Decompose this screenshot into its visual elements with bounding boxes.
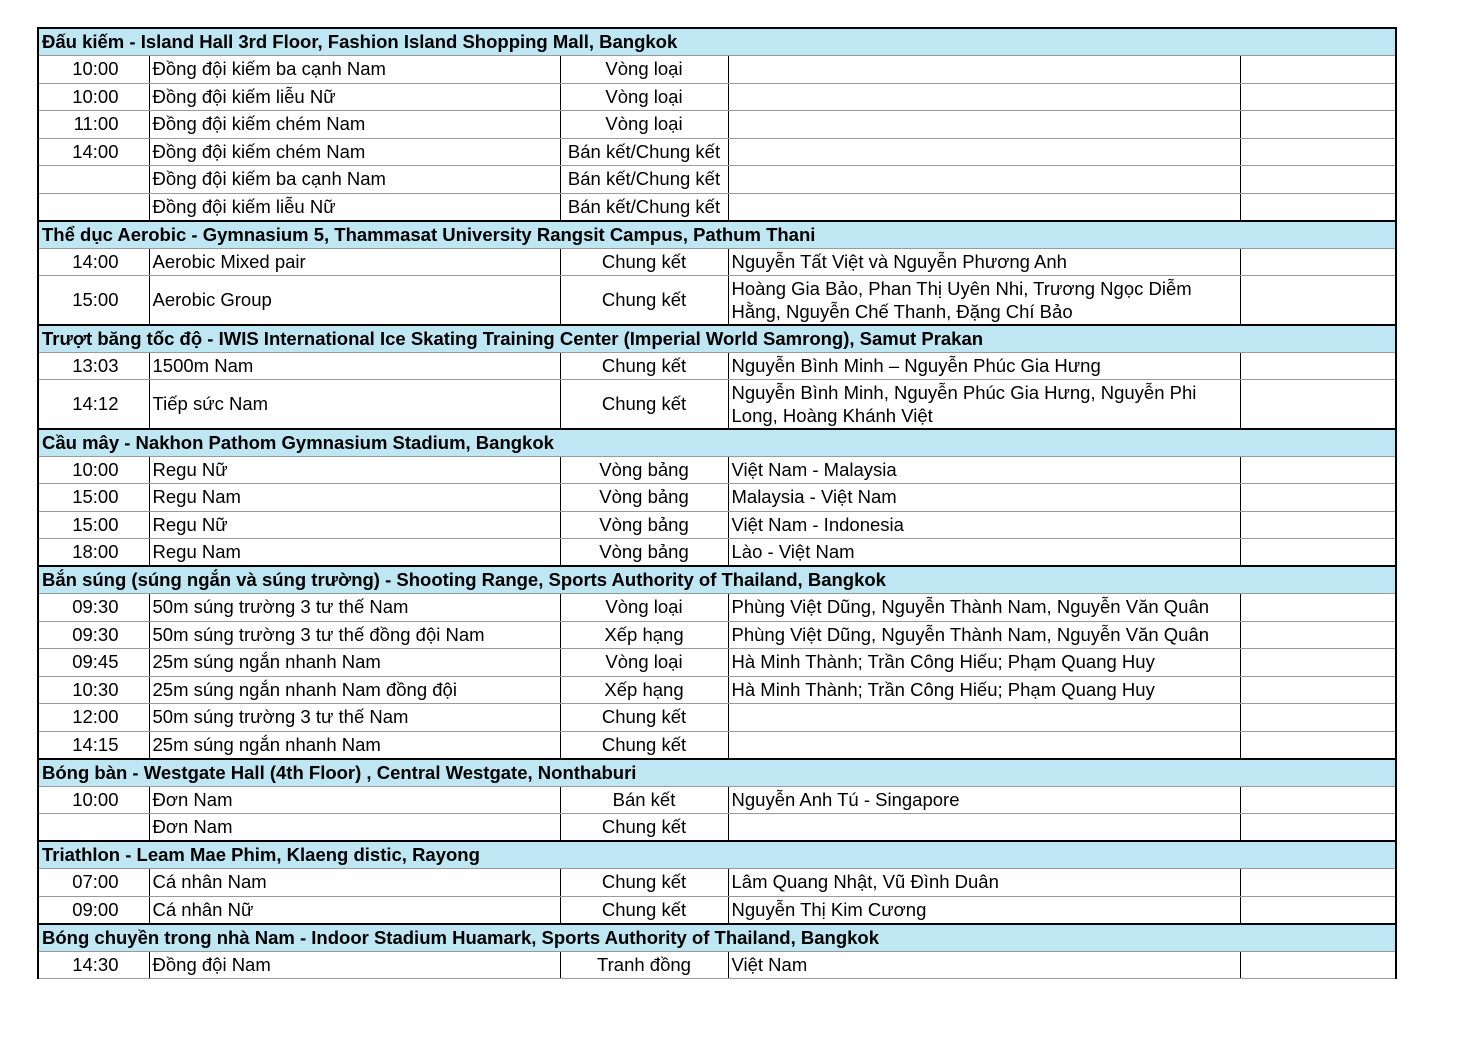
- round-cell: Chung kết: [560, 352, 728, 380]
- table-row: [38, 676, 1396, 704]
- note-cell: [1240, 276, 1396, 325]
- event-cell: Đơn Nam: [149, 814, 560, 842]
- time-cell: 14:12: [38, 380, 149, 429]
- athletes-cell: [728, 138, 1240, 166]
- time-cell: 10:00: [38, 456, 149, 484]
- athletes-cell: Nguyễn Bình Minh, Nguyễn Phúc Gia Hưng, Nguyễn Phi Long, Hoàng Khánh Việt: [728, 380, 1240, 429]
- note-cell: [1240, 786, 1396, 814]
- round-cell: Vòng bảng: [560, 484, 728, 512]
- table-row: [38, 621, 1396, 649]
- note-cell: [1240, 814, 1396, 842]
- section-header: [38, 221, 1396, 249]
- section-title: Thể dục Aerobic - Gymnasium 5, Thammasat University Rangsit Campus, Pathum Thani: [38, 221, 1396, 249]
- section-header: [38, 924, 1396, 952]
- section-title: Bóng bàn - Westgate Hall (4th Floor) , Central Westgate, Nonthaburi: [38, 759, 1396, 787]
- athletes-cell: Phùng Việt Dũng, Nguyễn Thành Nam, Nguyễn Văn Quân: [728, 594, 1240, 622]
- table-row: [38, 951, 1396, 979]
- event-cell: Regu Nam: [149, 484, 560, 512]
- round-cell: Chung kết: [560, 704, 728, 732]
- note-cell: [1240, 83, 1396, 111]
- table-row: [38, 511, 1396, 539]
- athletes-cell: [728, 193, 1240, 221]
- event-cell: Đồng đội kiếm liễu Nữ: [149, 193, 560, 221]
- time-cell: 14:00: [38, 248, 149, 276]
- section-title: Cầu mây - Nakhon Pathom Gymnasium Stadium, Bangkok: [38, 429, 1396, 457]
- athletes-cell: Phùng Việt Dũng, Nguyễn Thành Nam, Nguyễn Văn Quân: [728, 621, 1240, 649]
- note-cell: [1240, 896, 1396, 924]
- round-cell: Xếp hạng: [560, 621, 728, 649]
- section-title: Triathlon - Leam Mae Phim, Klaeng distic, Rayong: [38, 841, 1396, 869]
- event-cell: 25m súng ngắn nhanh Nam: [149, 731, 560, 759]
- event-cell: Đơn Nam: [149, 786, 560, 814]
- round-cell: Vòng loại: [560, 649, 728, 677]
- event-cell: Aerobic Group: [149, 276, 560, 325]
- section-title: Trượt băng tốc độ - IWIS International Ice Skating Training Center (Imperial World Samrong), Samut Prakan: [38, 325, 1396, 353]
- athletes-cell: [728, 731, 1240, 759]
- table-row: [38, 83, 1396, 111]
- time-cell: [38, 166, 149, 194]
- table-row: [38, 248, 1396, 276]
- athletes-cell: Lâm Quang Nhật, Vũ Đình Duân: [728, 869, 1240, 897]
- section-header: [38, 325, 1396, 353]
- athletes-cell: [728, 814, 1240, 842]
- schedule-table: [37, 27, 1397, 979]
- round-cell: Vòng bảng: [560, 539, 728, 567]
- round-cell: Chung kết: [560, 248, 728, 276]
- time-cell: 09:00: [38, 896, 149, 924]
- round-cell: Xếp hạng: [560, 676, 728, 704]
- table-row: [38, 193, 1396, 221]
- note-cell: [1240, 456, 1396, 484]
- section-header: [38, 841, 1396, 869]
- table-row: [38, 539, 1396, 567]
- time-cell: 15:00: [38, 484, 149, 512]
- event-cell: 50m súng trường 3 tư thế Nam: [149, 704, 560, 732]
- time-cell: 15:00: [38, 511, 149, 539]
- time-cell: 13:03: [38, 352, 149, 380]
- section-header: [38, 28, 1396, 56]
- event-cell: Aerobic Mixed pair: [149, 248, 560, 276]
- note-cell: [1240, 676, 1396, 704]
- round-cell: Vòng loại: [560, 594, 728, 622]
- note-cell: [1240, 56, 1396, 84]
- time-cell: 15:00: [38, 276, 149, 325]
- round-cell: Vòng bảng: [560, 511, 728, 539]
- section-header: [38, 429, 1396, 457]
- round-cell: Chung kết: [560, 731, 728, 759]
- round-cell: Bán kết/Chung kết: [560, 138, 728, 166]
- event-cell: Đồng đội kiếm ba cạnh Nam: [149, 56, 560, 84]
- round-cell: Chung kết: [560, 814, 728, 842]
- note-cell: [1240, 248, 1396, 276]
- event-cell: Cá nhân Nữ: [149, 896, 560, 924]
- event-cell: 25m súng ngắn nhanh Nam: [149, 649, 560, 677]
- note-cell: [1240, 111, 1396, 139]
- schedule-body: [38, 28, 1396, 979]
- note-cell: [1240, 594, 1396, 622]
- round-cell: Chung kết: [560, 380, 728, 429]
- table-row: [38, 814, 1396, 842]
- table-row: [38, 166, 1396, 194]
- round-cell: Vòng bảng: [560, 456, 728, 484]
- note-cell: [1240, 539, 1396, 567]
- event-cell: 50m súng trường 3 tư thế Nam: [149, 594, 560, 622]
- athletes-cell: Malaysia - Việt Nam: [728, 484, 1240, 512]
- event-cell: Đồng đội Nam: [149, 951, 560, 979]
- event-cell: 1500m Nam: [149, 352, 560, 380]
- time-cell: 12:00: [38, 704, 149, 732]
- round-cell: Vòng loại: [560, 83, 728, 111]
- athletes-cell: Hà Minh Thành; Trần Công Hiếu; Phạm Quang Huy: [728, 649, 1240, 677]
- event-cell: Regu Nữ: [149, 511, 560, 539]
- time-cell: 10:30: [38, 676, 149, 704]
- round-cell: Chung kết: [560, 896, 728, 924]
- note-cell: [1240, 484, 1396, 512]
- athletes-cell: Nguyễn Thị Kim Cương: [728, 896, 1240, 924]
- table-row: [38, 352, 1396, 380]
- event-cell: Cá nhân Nam: [149, 869, 560, 897]
- athletes-cell: Việt Nam - Malaysia: [728, 456, 1240, 484]
- time-cell: 14:15: [38, 731, 149, 759]
- note-cell: [1240, 380, 1396, 429]
- event-cell: Đồng đội kiếm liễu Nữ: [149, 83, 560, 111]
- athletes-cell: Nguyễn Bình Minh – Nguyễn Phúc Gia Hưng: [728, 352, 1240, 380]
- section-header: [38, 759, 1396, 787]
- athletes-cell: [728, 166, 1240, 194]
- time-cell: 10:00: [38, 786, 149, 814]
- time-cell: 09:30: [38, 621, 149, 649]
- round-cell: Vòng loại: [560, 56, 728, 84]
- note-cell: [1240, 511, 1396, 539]
- athletes-cell: Nguyễn Tất Việt và Nguyễn Phương Anh: [728, 248, 1240, 276]
- section-title: Bóng chuyền trong nhà Nam - Indoor Stadium Huamark, Sports Authority of Thailand, Bangkok: [38, 924, 1396, 952]
- table-row: [38, 896, 1396, 924]
- time-cell: 09:30: [38, 594, 149, 622]
- note-cell: [1240, 731, 1396, 759]
- time-cell: 10:00: [38, 56, 149, 84]
- round-cell: Bán kết/Chung kết: [560, 193, 728, 221]
- table-row: [38, 456, 1396, 484]
- athletes-cell: Việt Nam - Indonesia: [728, 511, 1240, 539]
- table-row: [38, 56, 1396, 84]
- table-row: [38, 138, 1396, 166]
- section-title: Bắn súng (súng ngắn và súng trường) - Shooting Range, Sports Authority of Thailand, Bangkok: [38, 566, 1396, 594]
- table-row: [38, 704, 1396, 732]
- round-cell: Bán kết/Chung kết: [560, 166, 728, 194]
- time-cell: 10:00: [38, 83, 149, 111]
- table-row: [38, 276, 1396, 325]
- table-row: [38, 594, 1396, 622]
- round-cell: Vòng loại: [560, 111, 728, 139]
- note-cell: [1240, 166, 1396, 194]
- event-cell: 50m súng trường 3 tư thế đồng đội Nam: [149, 621, 560, 649]
- table-row: [38, 111, 1396, 139]
- round-cell: Bán kết: [560, 786, 728, 814]
- event-cell: Tiếp sức Nam: [149, 380, 560, 429]
- note-cell: [1240, 951, 1396, 979]
- table-row: [38, 380, 1396, 429]
- event-cell: 25m súng ngắn nhanh Nam đồng đội: [149, 676, 560, 704]
- note-cell: [1240, 352, 1396, 380]
- table-row: [38, 484, 1396, 512]
- table-row: [38, 731, 1396, 759]
- event-cell: Đồng đội kiếm chém Nam: [149, 138, 560, 166]
- table-row: [38, 786, 1396, 814]
- time-cell: 14:30: [38, 951, 149, 979]
- note-cell: [1240, 193, 1396, 221]
- athletes-cell: [728, 111, 1240, 139]
- event-cell: Regu Nam: [149, 539, 560, 567]
- athletes-cell: [728, 704, 1240, 732]
- note-cell: [1240, 621, 1396, 649]
- time-cell: 11:00: [38, 111, 149, 139]
- event-cell: Đồng đội kiếm chém Nam: [149, 111, 560, 139]
- athletes-cell: [728, 83, 1240, 111]
- note-cell: [1240, 869, 1396, 897]
- table-row: [38, 869, 1396, 897]
- athletes-cell: Hoàng Gia Bảo, Phan Thị Uyên Nhi, Trương Ngọc Diễm Hằng, Nguyễn Chế Thanh, Đặng Chí Bảo: [728, 276, 1240, 325]
- note-cell: [1240, 649, 1396, 677]
- athletes-cell: [728, 56, 1240, 84]
- round-cell: Tranh đồng: [560, 951, 728, 979]
- event-cell: Đồng đội kiếm ba cạnh Nam: [149, 166, 560, 194]
- note-cell: [1240, 138, 1396, 166]
- athletes-cell: Việt Nam: [728, 951, 1240, 979]
- event-cell: Regu Nữ: [149, 456, 560, 484]
- round-cell: Chung kết: [560, 869, 728, 897]
- athletes-cell: Hà Minh Thành; Trần Công Hiếu; Phạm Quang Huy: [728, 676, 1240, 704]
- time-cell: 18:00: [38, 539, 149, 567]
- athletes-cell: Lào - Việt Nam: [728, 539, 1240, 567]
- time-cell: 14:00: [38, 138, 149, 166]
- section-title: Đấu kiếm - Island Hall 3rd Floor, Fashion Island Shopping Mall, Bangkok: [38, 28, 1396, 56]
- table-row: [38, 649, 1396, 677]
- time-cell: 09:45: [38, 649, 149, 677]
- section-header: [38, 566, 1396, 594]
- time-cell: 07:00: [38, 869, 149, 897]
- note-cell: [1240, 704, 1396, 732]
- round-cell: Chung kết: [560, 276, 728, 325]
- time-cell: [38, 814, 149, 842]
- time-cell: [38, 193, 149, 221]
- athletes-cell: Nguyễn Anh Tú - Singapore: [728, 786, 1240, 814]
